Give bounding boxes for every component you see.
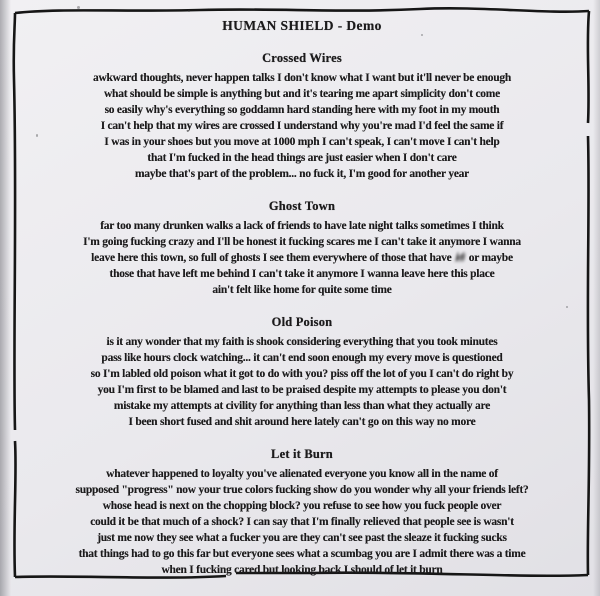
lyric-line: is it any wonder that my faith is shook considering everything that you took minutes: [106, 336, 498, 348]
lyric-line: when I fucking cared but looking back I should of let it burn: [161, 564, 443, 576]
lyric-line: could it be that much of a shock? I can say that I'm finally relieved that people see is wasn't: [90, 516, 514, 528]
song-section-crossed-wires: [93, 51, 511, 182]
lyric-line: what should be simple is anything but and it's tearing me apart simplicity don't come: [104, 88, 500, 100]
lyric-line: you I'm first to be blamed and last to be praised despite my attempts to please you don't: [97, 384, 507, 396]
lyric-line: mistake my attempts at civility for anything than less than what they actually are: [113, 400, 491, 412]
lyric-line: just me now they see what a fucker you are they can't see past the sleaze it fucking sucks: [97, 532, 507, 544]
lyric-line: I been short fused and shit around here lately can't go on this way no more: [128, 416, 476, 428]
song-title-let-it-burn: Let it Burn: [271, 447, 333, 461]
lyric-line: whatever happened to loyalty you've alienated everyone you know all in the name of: [106, 468, 498, 480]
lyric-line: ain't felt like home for quite some time: [212, 284, 392, 296]
lyrics-sheet: [18, 10, 586, 576]
song-section-old-poison: [91, 315, 514, 430]
ink-smudge: left: [454, 252, 466, 264]
lyric-line-with-smudge: [83, 250, 521, 266]
song-section-let-it-burn: [75, 447, 528, 578]
lyric-line: awkward thoughts, never happen talks I don't know what I want but it'll never be enough: [92, 72, 512, 84]
paper-speck: [77, 6, 80, 9]
lyric-segment: or maybe: [468, 252, 513, 264]
page-title: HUMAN SHIELD - Demo: [222, 18, 382, 33]
lyric-segment: leave here this town, so full of ghosts I see them everywhere of those that have: [91, 252, 452, 264]
lyric-line: those that have left me behind I can't take it anymore I wanna leave here this place: [109, 268, 495, 280]
lyric-line: so I'm labled old poison what it got to do with you? piss off the lot of you I can't do right by: [90, 368, 514, 380]
lyric-line: so easily why's everything so goddamn hard standing here with my foot in my mouth: [104, 104, 500, 116]
lyric-line: I'm going fucking crazy and I'll be honest it fucking scares me I can't take it anymore I wanna: [83, 236, 521, 248]
lyric-line: that things had to go this far but everyone sees what a scumbag you are I admit there was a time: [78, 548, 526, 560]
lyric-line: that I'm fucked in the head things are just easier when I don't care: [147, 152, 457, 164]
lyric-line: I can't help that my wires are crossed I understand why you're mad I'd feel the same if: [100, 120, 504, 132]
lyric-line: pass like hours clock watching... it can't end soon enough my every move is questioned: [101, 352, 503, 364]
lyric-line: supposed "progress" now your true colors fucking show do you wonder why all your friends left?: [75, 484, 529, 496]
song-title-ghost-town: Ghost Town: [268, 199, 336, 213]
song-title-crossed-wires: Crossed Wires: [262, 51, 342, 65]
lyric-line: whose head is next on the chopping block? you refuse to see how you fuck people over: [102, 500, 502, 512]
lyric-line: maybe that's part of the problem... no fuck it, I'm good for another year: [134, 168, 470, 180]
song-title-old-poison: Old Poison: [271, 315, 333, 329]
song-section-ghost-town: [83, 199, 521, 298]
lyric-line: far too many drunken walks a lack of friends to have late night talks sometimes I think: [100, 220, 504, 232]
lyric-line: I was in your shoes but you move at 1000 mph I can't speak, I can't move I can't help: [104, 136, 500, 148]
